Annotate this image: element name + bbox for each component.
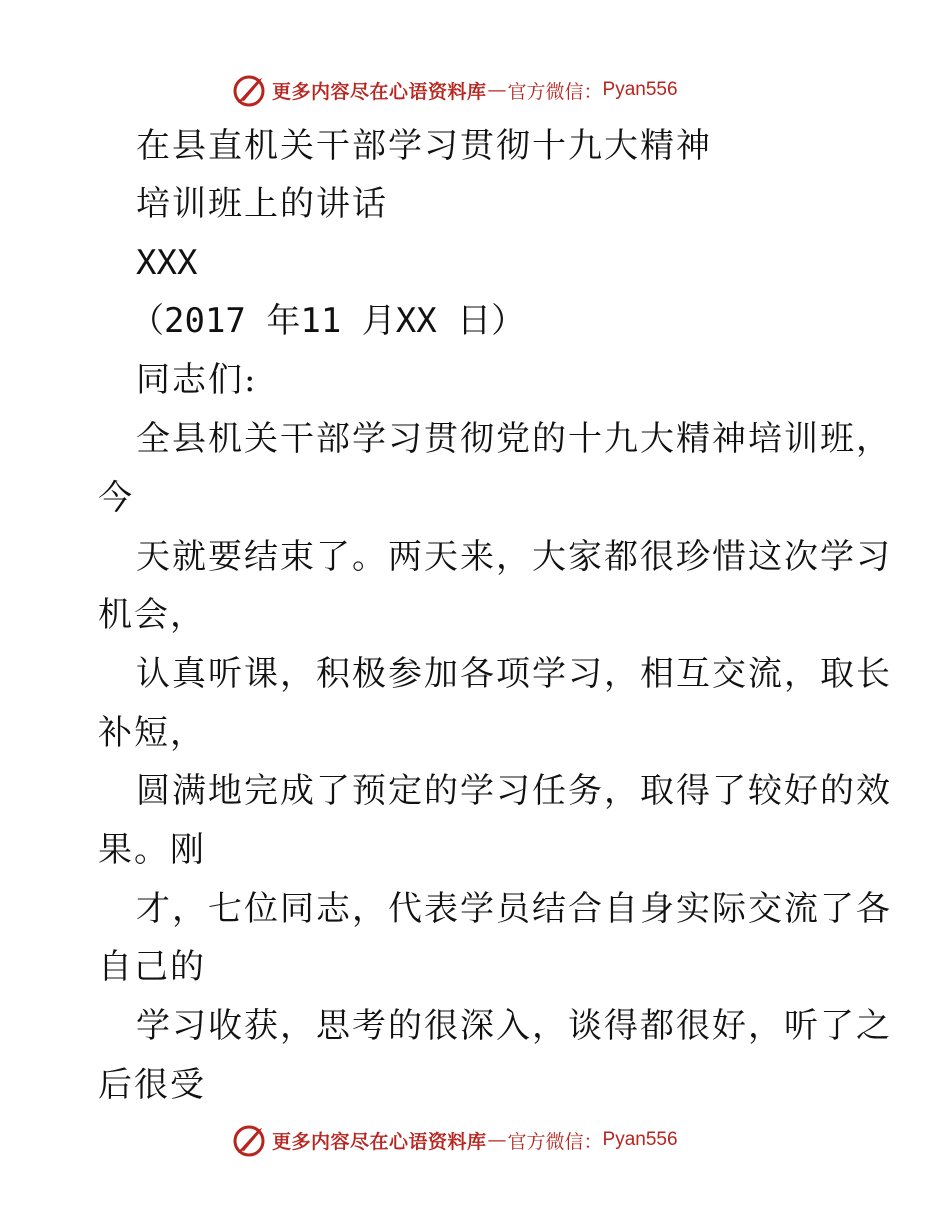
quill-pen-logo-icon [232,1122,268,1158]
banner-slogan: 更多内容尽在心语资料库 [272,1130,487,1153]
speech-date: （2017 年11 月XX 日） [130,301,526,341]
quill-pen-logo-icon [232,72,268,108]
banner-dash: — [487,1129,507,1151]
body-line: 自己的 [98,947,206,987]
footer-banner [232,1120,678,1160]
body-line: 认真听课，积极参加各项学习，相互交流，取长 [136,654,892,694]
body-line: 果。刚 [98,830,206,870]
title-line-2: 培训班上的讲话 [136,184,388,224]
header-banner [232,70,678,110]
author: XXX [136,243,198,283]
body-line: 机会， [98,595,206,635]
body-line: 补短， [98,713,206,753]
title-line-1: 在县直机关干部学习贯彻十九大精神 [136,126,712,166]
body-line: 后很受 [98,1065,206,1105]
banner-wechat-id: Pyan556 [602,79,678,100]
body-line: 全县机关干部学习贯彻党的十九大精神培训班， [136,419,892,459]
banner-wechat-label: 官方微信： [507,1130,603,1153]
banner-slogan: 更多内容尽在心语资料库 [272,80,487,103]
banner-wechat-id: Pyan556 [602,1129,678,1150]
banner-wechat-label: 官方微信： [507,80,603,103]
body-line: 天就要结束了。两天来，大家都很珍惜这次学习 [136,537,892,577]
banner-dash: — [487,79,507,101]
salutation: 同志们: [136,360,258,400]
body-line: 学习收获，思考的很深入，谈得都很好，听了之 [136,1006,892,1046]
body-line: 圆满地完成了预定的学习任务，取得了较好的效 [136,771,892,811]
body-line: 才，七位同志，代表学员结合自身实际交流了各 [136,889,892,929]
body-line: 今 [98,478,134,518]
